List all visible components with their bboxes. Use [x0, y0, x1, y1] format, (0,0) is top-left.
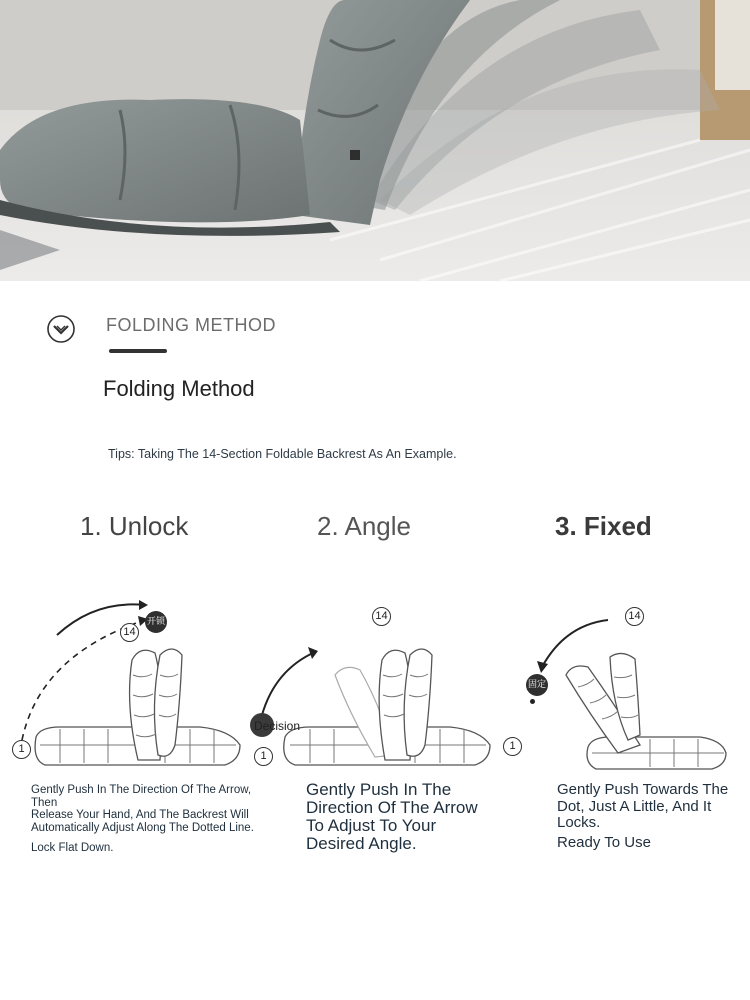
step-1-number-1: 1 — [12, 740, 31, 759]
chevron-down-circle-icon — [47, 315, 75, 343]
fixed-badge: 固定 — [526, 674, 548, 696]
step-3-title: 3. Fixed — [555, 511, 652, 541]
step-3-number-14: 14 — [625, 607, 644, 626]
tips-text: Tips: Taking The 14-Section Foldable Backrest As An Example. — [108, 447, 457, 461]
step-3-caption-main: Gently Push Towards The Dot, Just A Little, And It Locks. — [557, 781, 729, 831]
step-1-diagram — [0, 595, 250, 775]
step-1-title: 1. Unlock — [80, 511, 189, 541]
step-1-caption-extra: Lock Flat Down. — [31, 842, 114, 854]
step-2-number-1: 1 — [254, 747, 273, 766]
unlock-badge: 开锁 — [145, 611, 167, 633]
step-1-caption-line-2: Release Your Hand, And The Backrest Will Automatically Adjust Along The Dotted Line. — [31, 809, 254, 834]
section-title: Folding Method — [103, 376, 255, 401]
floor-chair-photo — [0, 0, 750, 281]
step-2-number-14: 14 — [372, 607, 391, 626]
step-1-caption-line-1: Gently Push In The Direction Of The Arrow, Then — [31, 784, 252, 809]
step-3-caption — [557, 782, 737, 851]
decision-label: Decision — [254, 719, 301, 733]
hero-product-photo — [0, 0, 750, 281]
step-2-title: 2. Angle — [317, 511, 411, 541]
step-3-caption-extra: Ready To Use — [557, 833, 651, 851]
step-3-number-1: 1 — [503, 737, 522, 756]
step-1-caption — [31, 784, 276, 855]
lock-dot-icon — [530, 699, 535, 704]
section-eyebrow: FOLDING METHOD — [106, 315, 277, 335]
step-2-caption: Gently Push In The Direction Of The Arrow To Adjust To Your Desired Angle. — [306, 780, 478, 853]
step-1-number-14: 14 — [120, 623, 139, 642]
section-underline — [109, 349, 167, 353]
